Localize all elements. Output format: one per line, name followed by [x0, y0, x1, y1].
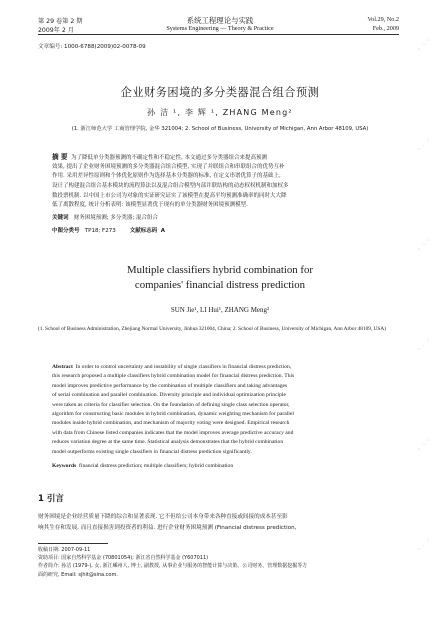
watermark-mark: ◦ ◦ ◦	[414, 235, 433, 254]
en-title-line1: Multiple classifiers hybrid combination for	[127, 264, 313, 276]
header-date-en: Feb., 2009	[372, 25, 399, 32]
en-abstract-line: of serial combination and parallel combination. Diversity principle and individual optimization principle	[52, 392, 286, 399]
en-keywords: Keywords financial distress prediction; multiple classifiers; hybrid combination	[52, 463, 234, 469]
cn-abstract	[52, 153, 396, 211]
en-affiliation: (1. School of Business Administration, Zhejiang Normal University, Jinhua 321004, China; 2. School of Business, University of Michigan, Ann Arbor 48109, USA)	[38, 326, 386, 332]
header-date: 2009年 2 月	[38, 27, 74, 34]
cn-abstract-line: 效果, 提出了企业财务困境预测的多分类器混合组合模型, 实现了并联组合和串联组合的优势互补	[52, 163, 285, 170]
cn-title: 企业财务困境的多分类器混合组合预测	[120, 86, 320, 99]
en-keywords-label: Keywords	[52, 463, 77, 469]
en-title-line2: companies' financial distress prediction	[134, 279, 306, 291]
intro-line: 财务困境是企业经营质量下降的综合和显著表现. 它不但给公司本身带来各种直接或间接的成本甚至影	[38, 514, 288, 520]
cn-abstract-line: 数投票机制. 以中国上市公司为对象的实证研究证实了该模型在提高平均预测准确率的同时大大降	[52, 192, 287, 199]
article-number: 文章编号: 1000-6788(2009)02-0078-09	[38, 44, 146, 50]
intro-paragraph	[38, 512, 400, 535]
en-abstract-line: reduces variation degree at the same time. Statistical analysis demonstrates that the hybrid combination	[52, 439, 284, 446]
cn-authors: 孙 洁 ¹, 李 辉 ¹, ZHANG Meng²	[147, 108, 293, 117]
en-abstract-line: were taken as criteria for classifier selection. On the foundation of defining single class selection operator,	[52, 401, 290, 408]
header-volume: 第 29 卷第 2 期	[38, 18, 83, 25]
en-abstract-label: Abstract	[52, 364, 73, 370]
clc-value: TP18; F273	[84, 228, 116, 234]
cn-abstract-line: 设计了构建混合组合基本模块的流程算法以及混合组合模型内部并联结构的动态权权机制和加权多	[52, 183, 289, 190]
cn-abstract-label: 摘 要	[52, 153, 68, 161]
watermark-mark: ◦ ◦ ◦	[414, 135, 433, 154]
en-authors: SUN Jie¹, LI Hui¹, ZHANG Meng²	[170, 306, 270, 314]
en-abstract-line: model outperforms existing single classifiers in financial distress prediction significantly.	[52, 448, 252, 455]
en-abstract-line: algorithm for constructing basic modules in hybrid combination, dynamic weighting mechanism for parallel	[52, 410, 294, 417]
cn-abstract-line: 摘 要 为了降低单分类器预测的不确定性和不稳定性, 本文通过多分类器组合来提高预测	[52, 153, 267, 161]
intro-line: 响其生存和发展, 而且直接损害到投资者的利益. 进行企业财务困境预测 (Financial distress prediction,	[38, 525, 297, 532]
footnote-rule	[38, 543, 108, 544]
watermark-mark: ◦ ◦ ◦	[414, 535, 433, 554]
footnote-received: 收稿日期: 2007-09-11	[38, 547, 91, 553]
cn-abstract-line: 低了离散程度, 统计分析表明: 该模型显著优于现有的单分类器财务困境预测模型.	[52, 202, 248, 209]
clc-label: 中图分类号	[52, 228, 80, 234]
en-abstract-line: with data from Chinese listed companies indicates that the model improves average predictive accuracy and	[52, 429, 294, 436]
en-abstract-line: Abstract In order to control uncertainty and instability of single classifiers in financial distress prediction,	[52, 364, 292, 370]
footnote	[38, 546, 400, 579]
watermark-mark: ◦ ◦ ◦	[414, 335, 433, 354]
footnote-bio: 作者简介: 孙洁 (1979-), 女, 浙江嵊州人, 博士, 副教授, 从事企业与服务的智能计算与决策、公司财务、管理数据挖掘等方	[38, 563, 308, 570]
header-journal-cn: 系统工程理论与实践	[186, 16, 254, 25]
watermark-mark: ◦ ◦ ◦	[414, 435, 433, 454]
en-abstract-line: this research proposed a multiple classifiers hybrid combination model for financial distress prediction. This	[52, 373, 295, 380]
doc-code-value: A	[160, 228, 165, 234]
cn-keywords-label: 关键词	[52, 215, 69, 221]
en-abstract-line: model improves predictive performance by the combination of multiple classifiers and taking advantages	[52, 382, 288, 389]
cn-keywords: 关键词 财务困境预测; 多分类器; 混合组合	[52, 215, 158, 221]
footnote-funding: 资助项目: 国家自然科学基金 (70801054); 浙江省自然科学基金 (Y607011)	[38, 555, 209, 562]
watermark-mark: ◦ ◦ ◦	[414, 35, 433, 54]
cn-affiliation: (1. 浙江师范大学 工商管理学院, 金华 321004; 2. School of Business, University of Michigan, Ann Arbor 48109, USA)	[71, 126, 369, 132]
cn-abstract-line: 作用. 采用差异性原则和个体优化原则作为选择基本分类器的标准, 在定义串谱优算子的基础上,	[52, 173, 281, 180]
section-heading: 1 引言	[38, 494, 64, 504]
en-abstract-line: modules inside hybrid combination, and mechanism of majority voting were designed. Empirical research	[52, 420, 290, 427]
header-vol-en: Vol.29, No.2	[367, 16, 399, 23]
doc-code-label: 文献标志码	[129, 228, 158, 234]
en-abstract	[52, 363, 396, 457]
cn-classification	[52, 226, 165, 234]
header-rule	[38, 34, 399, 35]
header-journal-en: Systems Engineering — Theory & Practice	[166, 25, 274, 32]
footnote-bio: 面的研究, Email: sjhit@sina.com.	[38, 571, 118, 578]
